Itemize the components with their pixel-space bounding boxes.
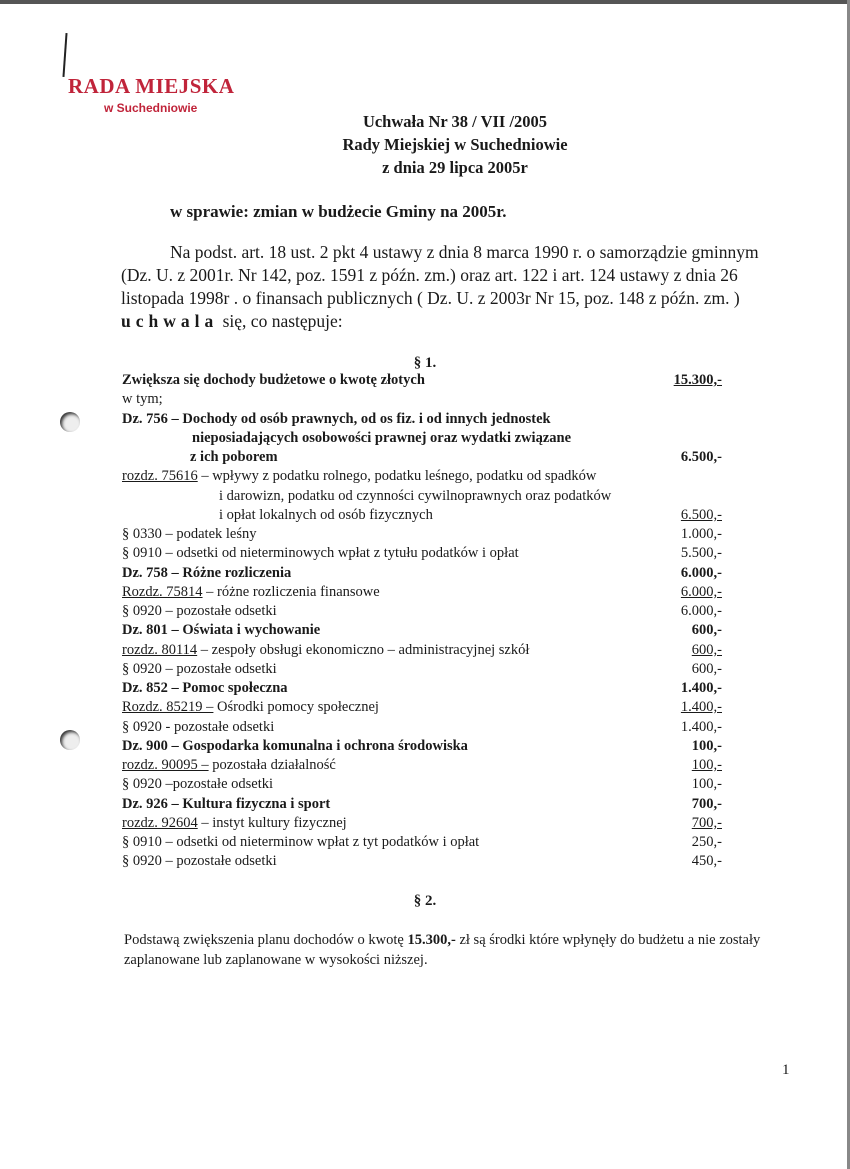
row-amount bbox=[560, 603, 722, 620]
row-amount bbox=[560, 622, 722, 639]
row-text: Dz. 801 – Oświata i wychowanie bbox=[122, 622, 321, 638]
row-amount bbox=[560, 565, 722, 582]
section-1-heading: § 1. bbox=[413, 355, 437, 371]
row-text: pozostała działalność bbox=[208, 757, 336, 773]
row-amount bbox=[560, 719, 722, 736]
council-stamp bbox=[68, 74, 234, 115]
table-row-label bbox=[122, 411, 551, 428]
intro-uchwala: uchwala bbox=[121, 311, 219, 331]
row-amount bbox=[560, 834, 722, 851]
row-text: Zwiększa się dochody budżetowe o kwotę złotych bbox=[122, 372, 425, 388]
row-text: § 0920 - pozostałe odsetki bbox=[122, 719, 275, 735]
chapter-code: rozdz. 92604 bbox=[122, 815, 198, 831]
table-row-label bbox=[122, 796, 330, 813]
row-amount bbox=[560, 507, 722, 524]
amount-value: 100,- bbox=[691, 757, 722, 773]
title-line-3: z dnia 29 lipca 2005r bbox=[382, 158, 528, 177]
row-amount bbox=[560, 699, 722, 716]
row-amount bbox=[560, 372, 722, 389]
row-amount bbox=[560, 853, 722, 870]
title-line-1: Uchwała Nr 38 / VII /2005 bbox=[362, 112, 548, 131]
amount-value: 700,- bbox=[691, 796, 722, 812]
stamp-line-2: w Suchedniowie bbox=[104, 101, 198, 115]
row-text: – zespoły obsługi ekonomiczno – administracyjnej szkół bbox=[197, 642, 530, 658]
legal-basis-paragraph bbox=[121, 241, 781, 333]
row-text: i opłat lokalnych od osób fizycznych bbox=[219, 507, 433, 523]
amount-value: 100,- bbox=[691, 776, 722, 792]
resolution-title bbox=[290, 110, 620, 179]
table-row-label bbox=[122, 719, 274, 736]
chapter-code: Rozdz. 85219 – bbox=[122, 699, 214, 715]
table-row-label bbox=[122, 661, 277, 678]
amount-value: 250,- bbox=[691, 834, 722, 850]
amount-value: 1.000,- bbox=[680, 526, 722, 542]
row-amount bbox=[560, 738, 722, 755]
row-text: § 0920 – pozostałe odsetki bbox=[122, 853, 277, 869]
amount-value: 1.400,- bbox=[680, 680, 722, 696]
intro-text: Na podst. art. 18 ust. 2 pkt 4 ustawy z dnia 8 marca 1990 r. o samorządzie gminnym (Dz. U. z 2001r. Nr 142, poz. 1591 z późn. zm.) oraz art. 122 i art. 124 ustawy z dnia 26 listopada 1998r . o finansach publicznych ( Dz. U. z 2003r Nr 15, poz. 148 z późn. zm. ) bbox=[121, 242, 759, 308]
row-text: i darowizn, podatku od czynności cywilnoprawnych oraz podatków bbox=[219, 488, 612, 504]
row-amount bbox=[560, 796, 722, 813]
amount-value: 450,- bbox=[691, 853, 722, 869]
table-row-label bbox=[122, 372, 425, 389]
row-amount bbox=[560, 815, 722, 832]
chapter-code: rozdz. 90095 – bbox=[122, 757, 209, 773]
amount-value: 100,- bbox=[691, 738, 722, 754]
row-amount bbox=[560, 526, 722, 543]
table-row-label bbox=[122, 584, 380, 601]
amount-value: 6.000,- bbox=[680, 603, 722, 619]
table-row-label bbox=[122, 834, 479, 851]
row-text: Dz. 852 – Pomoc społeczna bbox=[122, 680, 288, 696]
section-2-text bbox=[124, 930, 794, 970]
chapter-code: rozdz. 75616 bbox=[122, 468, 198, 484]
row-text: Dz. 926 – Kultura fizyczna i sport bbox=[122, 796, 331, 812]
amount-value: 700,- bbox=[691, 815, 722, 831]
table-row-label bbox=[122, 757, 336, 774]
row-amount bbox=[560, 545, 722, 562]
punch-hole-icon bbox=[60, 730, 80, 750]
row-text: Dz. 758 – Różne rozliczenia bbox=[122, 565, 292, 581]
row-text: – instyt kultury fizycznej bbox=[197, 815, 347, 831]
row-amount bbox=[560, 776, 722, 793]
row-amount bbox=[560, 642, 722, 659]
row-amount bbox=[560, 584, 722, 601]
table-row-label bbox=[122, 545, 519, 562]
row-text: z ich poborem bbox=[190, 449, 278, 465]
amount-value: 1.400,- bbox=[680, 719, 722, 735]
table-row-label bbox=[122, 526, 257, 543]
amount-value: 6.500,- bbox=[680, 507, 722, 523]
table-row-label bbox=[122, 642, 529, 659]
table-row-label bbox=[122, 853, 277, 870]
table-row-label bbox=[122, 391, 163, 408]
page-number: 1 bbox=[782, 1062, 790, 1078]
table-row-label bbox=[122, 622, 320, 639]
s2-amount: 15.300,- bbox=[407, 932, 456, 948]
table-row-label bbox=[122, 738, 468, 755]
row-amount bbox=[560, 680, 722, 697]
table-row-label bbox=[122, 699, 379, 716]
table-row-label bbox=[219, 488, 611, 505]
amount-value: 6.000,- bbox=[680, 565, 722, 581]
row-text: § 0920 –pozostałe odsetki bbox=[122, 776, 274, 792]
stamp-line-1: RADA MIEJSKA bbox=[68, 74, 235, 98]
row-text: – różne rozliczenia finansowe bbox=[202, 584, 380, 600]
scan-edge-top bbox=[0, 0, 850, 4]
table-row-label bbox=[190, 449, 278, 466]
row-text: § 0330 – podatek leśny bbox=[122, 526, 257, 542]
chapter-code: Rozdz. 75814 bbox=[122, 584, 203, 600]
row-text: w tym; bbox=[122, 391, 163, 407]
punch-hole-icon bbox=[60, 412, 80, 432]
table-row-label bbox=[122, 603, 277, 620]
resolution-subject: w sprawie: zmian w budżecie Gminy na 2005r. bbox=[170, 202, 507, 221]
row-text: nieposiadających osobowości prawnej oraz wydatki związane bbox=[192, 430, 572, 446]
chapter-code: rozdz. 80114 bbox=[122, 642, 198, 658]
s2-after: zł są środki które wpłynęły do budżetu a nie zostały zaplanowane lub zaplanowane w wysokości niższej. bbox=[124, 932, 761, 968]
amount-value: 6.000,- bbox=[680, 584, 722, 600]
row-text: Ośrodki pomocy społecznej bbox=[213, 699, 379, 715]
row-text: § 0920 – pozostałe odsetki bbox=[122, 603, 277, 619]
section-2-heading: § 2. bbox=[413, 893, 437, 909]
pen-mark bbox=[62, 33, 67, 77]
row-amount bbox=[560, 661, 722, 678]
amount-value: 5.500,- bbox=[680, 545, 722, 561]
table-row-label bbox=[122, 468, 596, 485]
amount-value: 15.300,- bbox=[673, 372, 722, 388]
row-text: § 0910 – odsetki od nieterminow wpłat z tyt podatków i opłat bbox=[122, 834, 480, 850]
intro-end: się, co następuje: bbox=[218, 311, 343, 331]
amount-value: 1.400,- bbox=[680, 699, 722, 715]
row-amount bbox=[560, 449, 722, 466]
table-row-label bbox=[122, 565, 291, 582]
amount-value: 600,- bbox=[691, 661, 722, 677]
title-line-2: Rady Miejskiej w Suchedniowie bbox=[342, 135, 568, 154]
row-text: § 0920 – pozostałe odsetki bbox=[122, 661, 277, 677]
s2-before: Podstawą zwiększenia planu dochodów o kwotę bbox=[124, 932, 408, 948]
row-amount bbox=[560, 757, 722, 774]
row-text: Dz. 900 – Gospodarka komunalna i ochrona środowiska bbox=[122, 738, 468, 754]
table-row-label bbox=[219, 507, 433, 524]
table-row-label bbox=[122, 815, 347, 832]
table-row-label bbox=[122, 680, 288, 697]
row-text: – wpływy z podatku rolnego, podatku leśnego, podatku od spadków bbox=[197, 468, 597, 484]
table-row-label bbox=[192, 430, 571, 447]
amount-value: 600,- bbox=[691, 642, 722, 658]
row-text: § 0910 – odsetki od nieterminowych wpłat z tytułu podatków i opłat bbox=[122, 545, 519, 561]
amount-value: 600,- bbox=[691, 622, 722, 638]
row-text: Dz. 756 – Dochody od osób prawnych, od os fiz. i od innych jednostek bbox=[122, 411, 551, 427]
table-row-label bbox=[122, 776, 273, 793]
amount-value: 6.500,- bbox=[680, 449, 722, 465]
